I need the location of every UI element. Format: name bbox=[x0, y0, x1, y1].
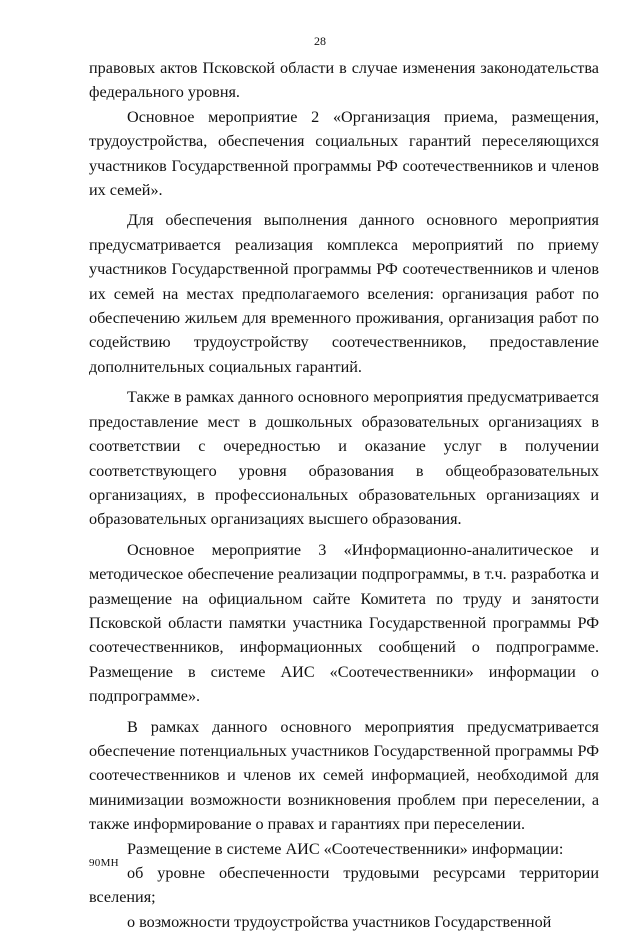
paragraph-activity-2-details: Для обеспечения выполнения данного основного мероприятия предусматривается реализация комплекса мероприятий по приему участников Государственной программы РФ соотечественников и членов их семей на местах предполагаемого вселения: организация работ по обеспечению жильем для временного проживания, организация работ по содействию трудоустройству соотечественников, предоставление дополнительных социальных гарантий. bbox=[89, 211, 599, 376]
paragraph-main-activity-3: Основное мероприятие 3 «Информационно-аналитическое и методическое обеспечение реализации подпрограммы, в т.ч. разработка и размещение на официальном сайте Комитета по труду и занятости Псковской области памятки участника Государственной программы РФ соотечественников, информационных сообщений о подпрограмме. Размещение в системе АИС «Соотечественники» информации о подпрограмме». bbox=[89, 540, 599, 706]
page-number: 28 bbox=[314, 34, 326, 48]
footer-code: 90МН bbox=[89, 857, 119, 869]
paragraph-employment-possibility: о возможности трудоустройства участников Государственной bbox=[127, 912, 552, 931]
paragraph-main-activity-2: Основное мероприятие 2 «Организация приема, размещения, трудоустройства, обеспечения социальных гарантий переселяющихся участников Государственной программы РФ соотечественников и членов их семей». bbox=[89, 107, 599, 200]
paragraph-labor-resources: об уровне обеспеченности трудовыми ресурсами территории вселения; bbox=[89, 864, 599, 907]
paragraph-activity-3-details: В рамках данного основного мероприятия предусматривается обеспечение потенциальных участников Государственной программы РФ соотечественников и членов их семей информацией, необходимой для минимизации возможности возникновения проблем при переселении, а также информирование о правах и гарантиях при переселении. bbox=[89, 717, 599, 834]
paragraph-ais-placement: Размещение в системе АИС «Соотечественники» информации: bbox=[127, 839, 564, 858]
paragraph-education-services: Также в рамках данного основного мероприятия предусматривается предоставление мест в дошкольных образовательных организациях в соответствии с очередностью и оказание услуг в получении соответствующего уровня образования в общеобразовательных организациях, в профессиональных образовательных организациях и образовательных организациях высшего образования. bbox=[89, 388, 599, 529]
paragraph-continuation: правовых актов Псковской области в случае изменения законодательства федерального уровня. bbox=[89, 59, 599, 102]
document-body bbox=[89, 56, 599, 934]
